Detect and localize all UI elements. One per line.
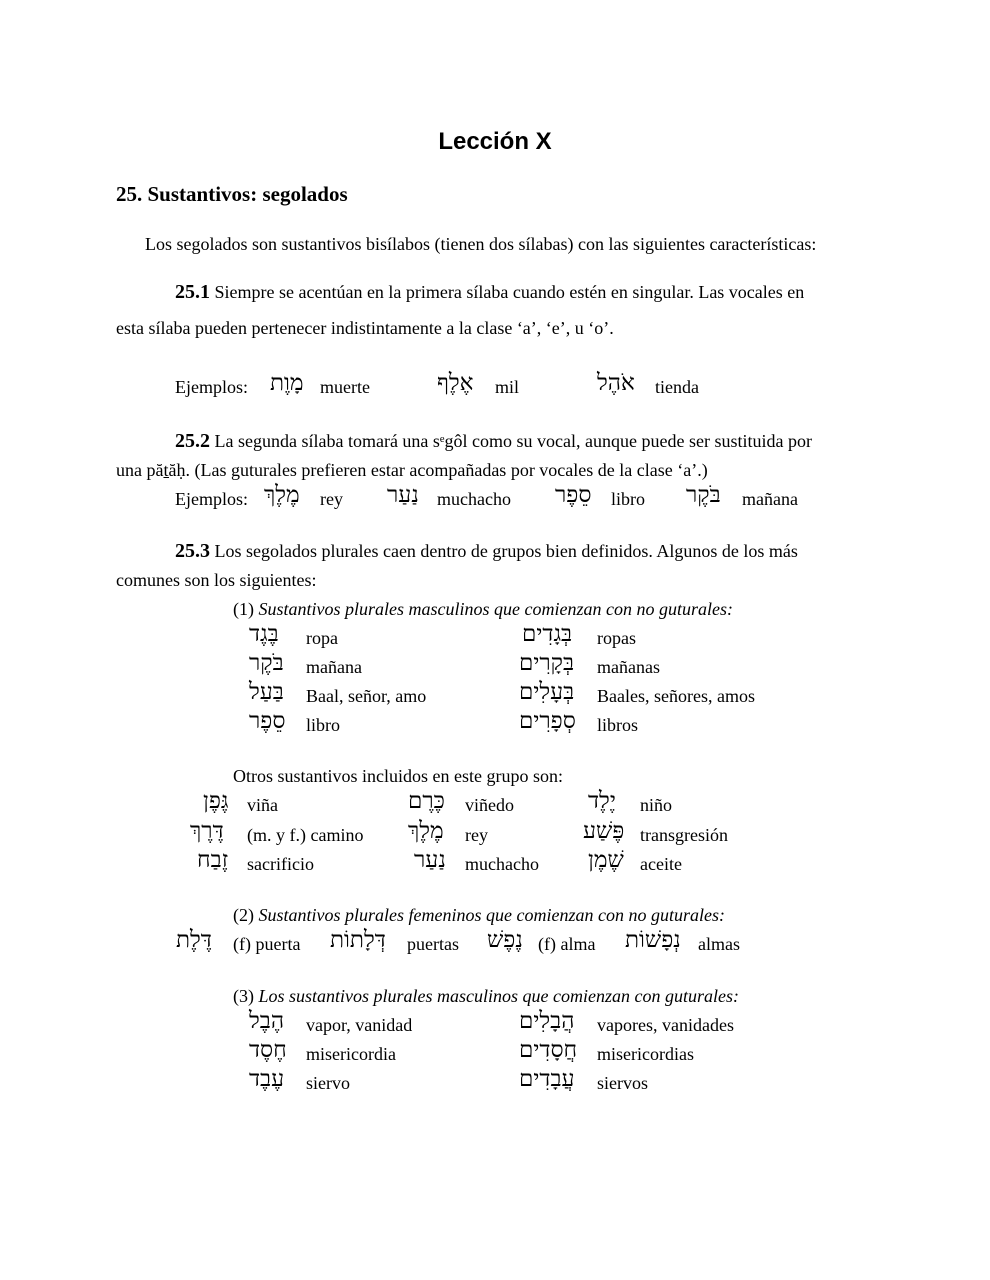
paragraph-25-2-line2: una păṯăḥ. (Las guturales prefieren estar acompañadas por vocales de la clase ‘a’.) bbox=[116, 460, 708, 480]
hebrew-plural: בְּעָלִים bbox=[519, 679, 575, 705]
hebrew-singular: בֶּגֶד bbox=[249, 621, 279, 647]
hebrew-word: שֶׁמֶן bbox=[588, 847, 624, 873]
gloss: almas bbox=[698, 934, 740, 954]
hebrew-word: נֶפֶשׁ bbox=[487, 927, 523, 953]
hebrew-word: מֶלֶךְ bbox=[264, 482, 300, 508]
gloss: (m. y f.) camino bbox=[247, 825, 364, 845]
gloss: mañana bbox=[742, 489, 798, 509]
section-number: 25.2 bbox=[175, 430, 210, 452]
group-title: Sustantivos plurales femeninos que comienzan con no guturales: bbox=[258, 905, 725, 925]
hebrew-word: דֶּרֶךְ bbox=[190, 818, 224, 844]
gloss-plural: ropas bbox=[597, 628, 636, 648]
section-heading: 25. Sustantivos: segolados bbox=[116, 182, 348, 206]
gloss: puertas bbox=[407, 934, 459, 954]
paragraph-text: La segunda sílaba tomará una sᵉgôl como su vocal, aunque puede ser sustituida por bbox=[214, 431, 812, 451]
gloss-singular: ropa bbox=[306, 628, 338, 648]
page-title: Lección X bbox=[438, 128, 552, 155]
intro-paragraph: Los segolados son sustantivos bisílabos (tienen dos sílabas) con las siguientes características: bbox=[145, 234, 817, 254]
hebrew-singular: הֶבֶל bbox=[249, 1008, 285, 1034]
group-2-heading bbox=[233, 905, 725, 926]
hebrew-word: כֶּרֶם bbox=[408, 788, 445, 814]
hebrew-singular: חֶסֶד bbox=[249, 1037, 287, 1063]
hebrew-word: פֶּשַׁע bbox=[583, 818, 625, 844]
gloss-singular: vapor, vanidad bbox=[306, 1015, 413, 1035]
paragraph-25-3-line1 bbox=[175, 540, 798, 563]
group-number: (3) bbox=[233, 986, 254, 1006]
others-label: Otros sustantivos incluidos en este grupo son: bbox=[233, 766, 563, 786]
hebrew-word: נַעַר bbox=[387, 482, 419, 508]
hebrew-plural: בְּגָדִים bbox=[522, 621, 573, 647]
paragraph-text: Siempre se acentúan en la primera sílaba cuando estén en singular. Las vocales en bbox=[214, 282, 805, 302]
group-3-heading bbox=[233, 986, 739, 1007]
gloss-singular: misericordia bbox=[306, 1044, 396, 1064]
gloss-plural: misericordias bbox=[597, 1044, 694, 1064]
gloss-plural: libros bbox=[597, 715, 639, 735]
gloss-singular: libro bbox=[306, 715, 340, 735]
gloss-plural: siervos bbox=[597, 1073, 648, 1093]
section-number: 25.3 bbox=[175, 540, 210, 562]
hebrew-singular: בַּעַל bbox=[249, 679, 284, 705]
gloss: niño bbox=[640, 795, 673, 815]
gloss-singular: Baal, señor, amo bbox=[306, 686, 427, 706]
gloss-plural: Baales, señores, amos bbox=[597, 686, 755, 706]
examples-label: Ejemplos: bbox=[175, 489, 248, 509]
hebrew-word: גֶּפֶן bbox=[203, 788, 229, 814]
hebrew-plural: עֲבָדִים bbox=[519, 1066, 575, 1092]
gloss-plural: vapores, vanidades bbox=[597, 1015, 734, 1035]
gloss-plural: mañanas bbox=[597, 657, 660, 677]
gloss: viñedo bbox=[465, 795, 514, 815]
group-1-heading bbox=[233, 599, 733, 620]
hebrew-word: נַעַר bbox=[414, 847, 446, 873]
gloss: rey bbox=[465, 825, 488, 845]
gloss: muchacho bbox=[465, 854, 539, 874]
gloss: libro bbox=[611, 489, 645, 509]
gloss-singular: siervo bbox=[306, 1073, 350, 1093]
gloss: viña bbox=[247, 795, 278, 815]
paragraph-25-1-line1 bbox=[175, 281, 804, 304]
gloss: aceite bbox=[640, 854, 682, 874]
hebrew-word: אֶלֶף bbox=[437, 370, 474, 396]
hebrew-word: אֹהֶל bbox=[597, 370, 635, 396]
gloss: muchacho bbox=[437, 489, 511, 509]
paragraph-25-2-line1 bbox=[175, 430, 812, 453]
group-number: (1) bbox=[233, 599, 254, 619]
hebrew-plural: סְפָרִים bbox=[519, 708, 576, 734]
gloss: sacrificio bbox=[247, 854, 314, 874]
hebrew-plural: בְּקָרִים bbox=[519, 650, 575, 676]
hebrew-word: בֹּקֶר bbox=[686, 482, 721, 508]
gloss-singular: mañana bbox=[306, 657, 362, 677]
group-title: Los sustantivos plurales masculinos que comienzan con guturales: bbox=[258, 986, 739, 1006]
paragraph-25-1-line2: esta sílaba pueden pertenecer indistintamente a la clase ‘a’, ‘e’, u ‘o’. bbox=[116, 318, 614, 338]
gloss: tienda bbox=[655, 377, 699, 397]
hebrew-singular: סֵפֶר bbox=[249, 708, 286, 734]
hebrew-plural: חֲסָדִים bbox=[519, 1037, 578, 1063]
gloss: transgresión bbox=[640, 825, 728, 845]
section-number: 25.1 bbox=[175, 281, 210, 303]
hebrew-word: נְפָשׁוֹת bbox=[625, 927, 681, 953]
gloss: muerte bbox=[320, 377, 370, 397]
hebrew-word: זֶבַח bbox=[197, 847, 229, 873]
hebrew-word: יֶלֶד bbox=[588, 788, 616, 814]
hebrew-plural: הֲבָלִים bbox=[519, 1008, 575, 1034]
hebrew-singular: עֶבֶד bbox=[249, 1066, 285, 1092]
hebrew-word: דְּלָתוֹת bbox=[330, 927, 386, 953]
gloss: (f) alma bbox=[538, 934, 596, 954]
gloss: (f) puerta bbox=[233, 934, 301, 954]
hebrew-word: מֶלֶךְ bbox=[408, 818, 444, 844]
gloss: rey bbox=[320, 489, 343, 509]
gloss: mil bbox=[495, 377, 520, 397]
group-title: Sustantivos plurales masculinos que comienzan con no guturales: bbox=[258, 599, 733, 619]
hebrew-singular: בֹּקֶר bbox=[249, 650, 284, 676]
paragraph-text: Los segolados plurales caen dentro de grupos bien definidos. Algunos de los más bbox=[214, 541, 798, 561]
group-number: (2) bbox=[233, 905, 254, 925]
hebrew-word: דֶּלֶת bbox=[176, 927, 212, 953]
hebrew-word: מָוֶת bbox=[270, 370, 304, 396]
examples-label: Ejemplos: bbox=[175, 377, 248, 397]
paragraph-25-3-line2: comunes son los siguientes: bbox=[116, 570, 317, 590]
hebrew-word: סֵפֶר bbox=[555, 482, 592, 508]
